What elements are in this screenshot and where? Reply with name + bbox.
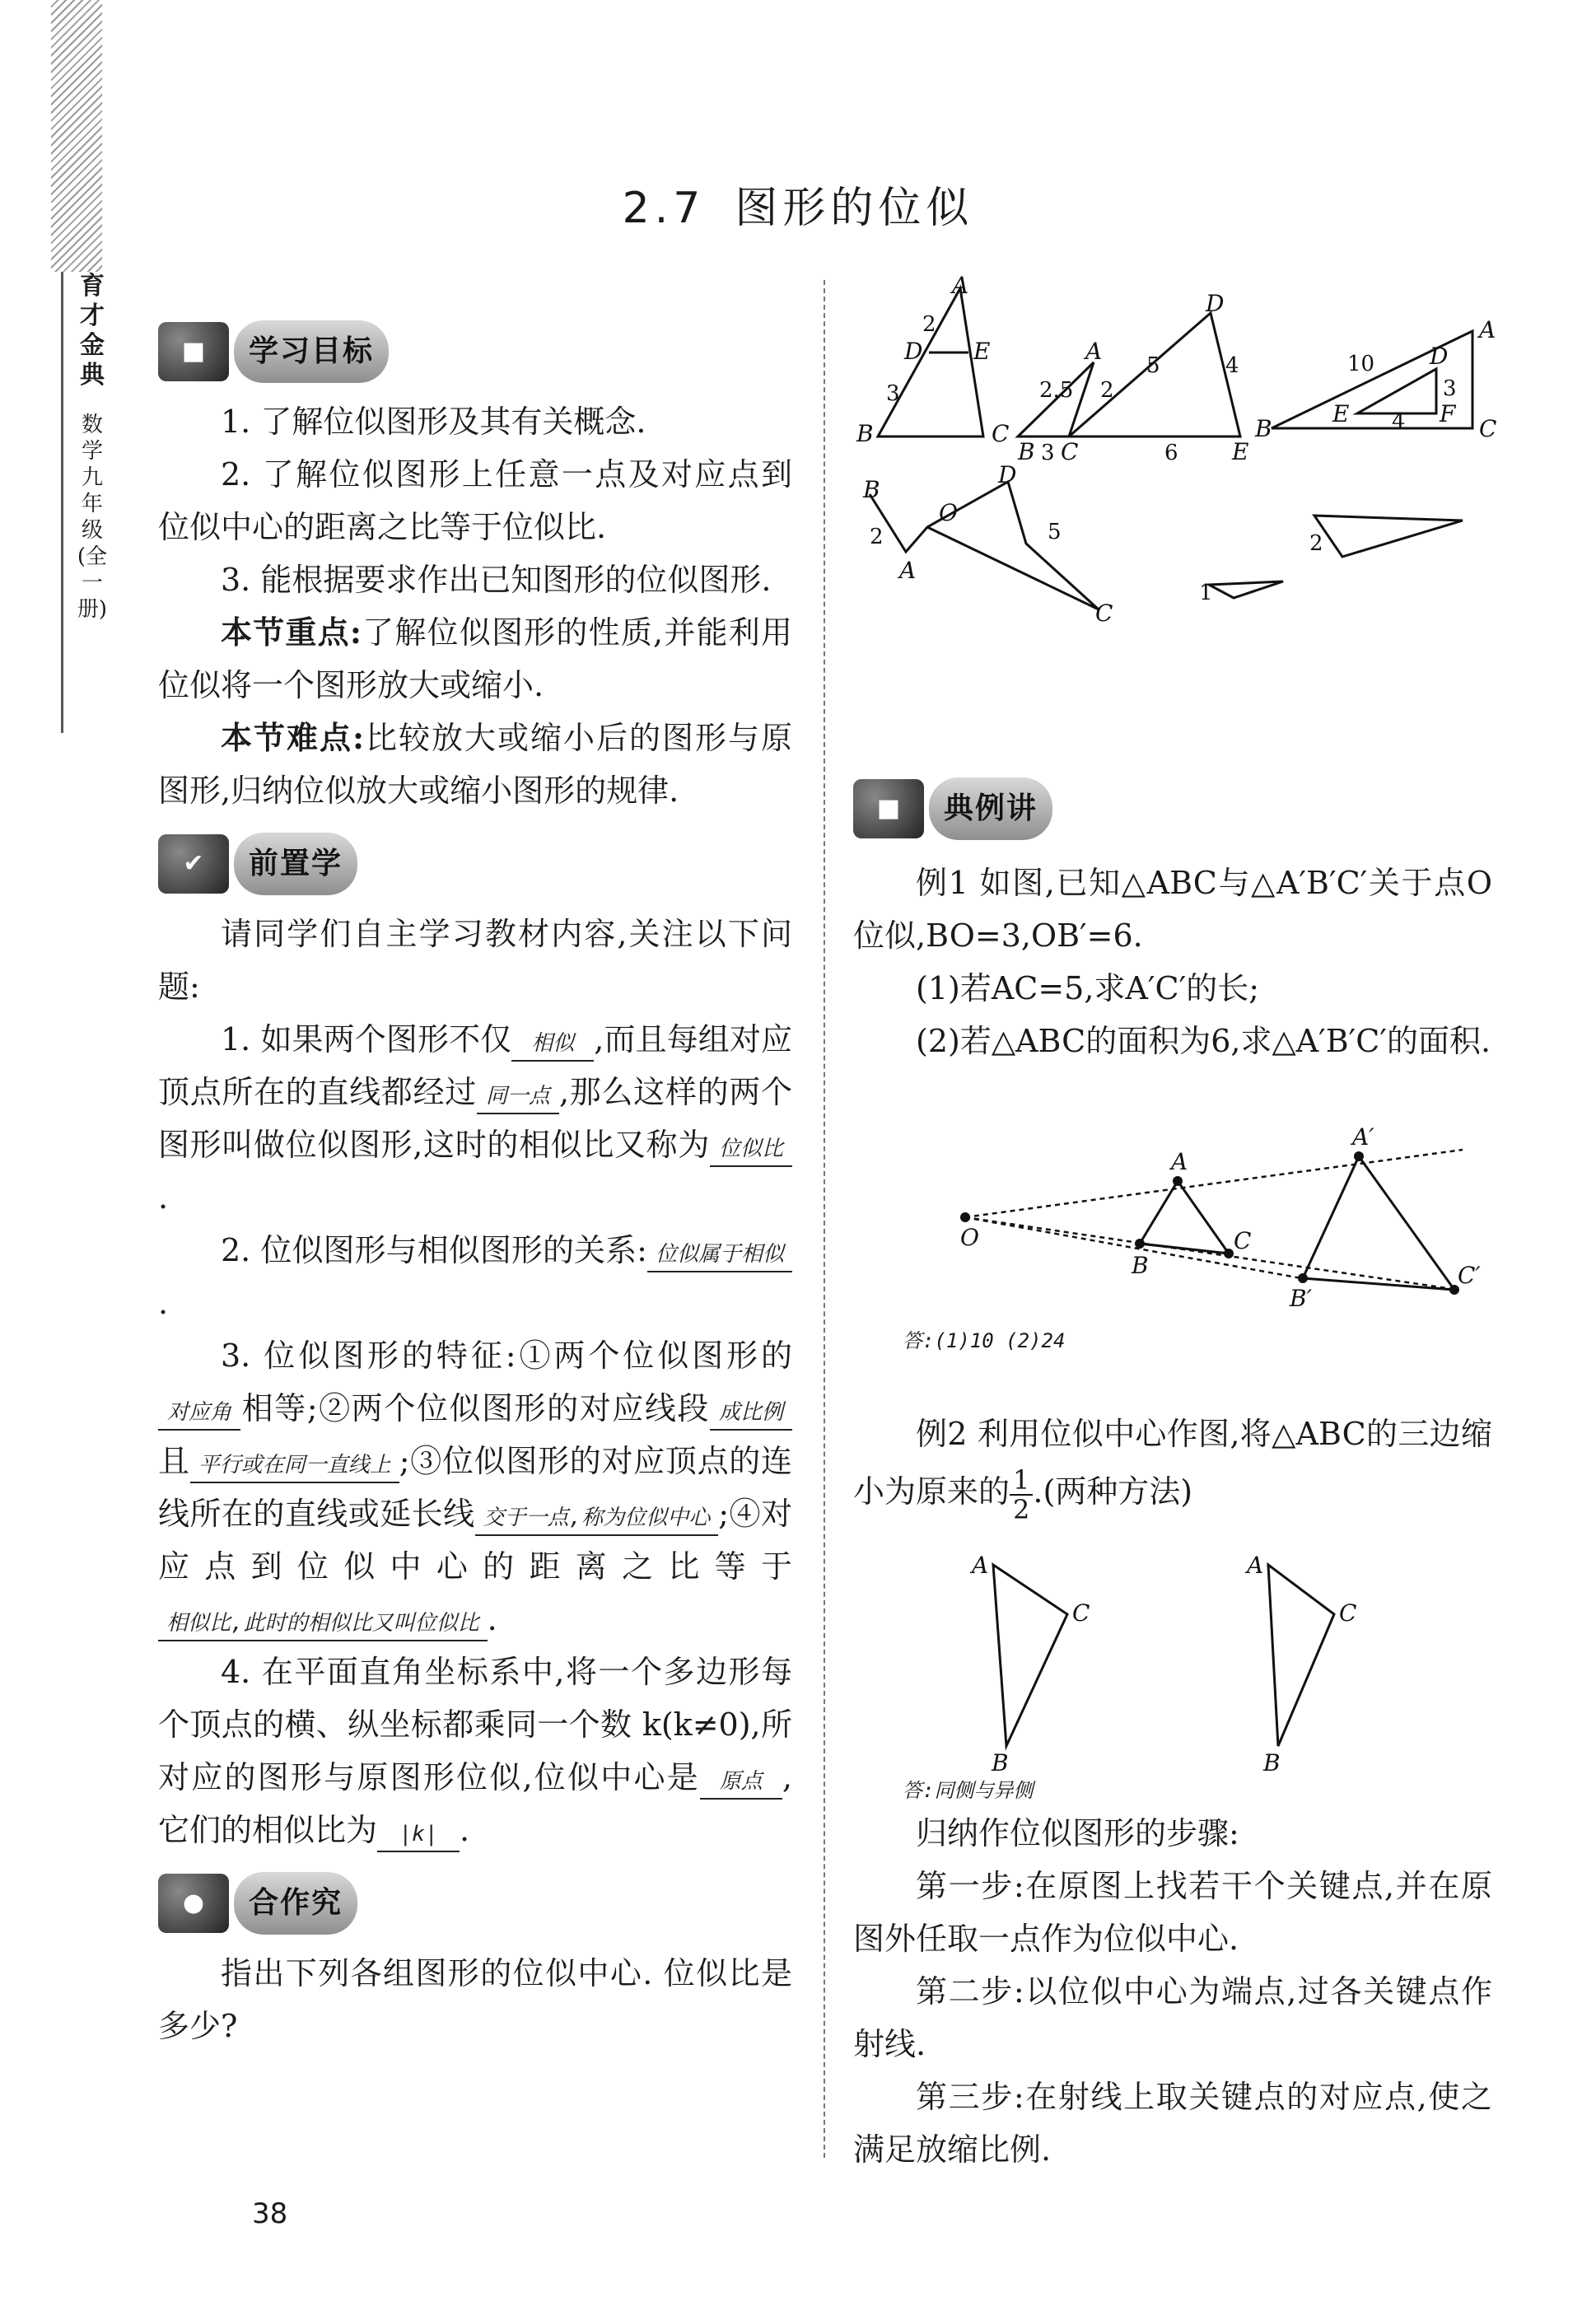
fig-label: D xyxy=(998,461,1017,488)
fig-label: C′ xyxy=(1458,1262,1481,1289)
cube-icon: ■ xyxy=(853,779,924,838)
fig-label: D xyxy=(1206,290,1225,317)
fig-label: D xyxy=(1430,343,1449,370)
fig-label: C xyxy=(1095,600,1113,627)
difficult-point xyxy=(158,712,792,817)
fig-label: O xyxy=(939,499,958,526)
fig-number: 3 xyxy=(1041,441,1055,465)
answer-blank: 位似属于相似 xyxy=(647,1238,792,1272)
example-1-answer-wrap xyxy=(903,1319,1479,1357)
fig-label: C xyxy=(1339,1599,1357,1627)
answer-blank: 位似比 xyxy=(710,1132,792,1167)
fig-label: A xyxy=(1247,1552,1264,1579)
fig-label: E xyxy=(1332,400,1350,427)
difficult-label: 本节难点: xyxy=(221,719,365,756)
example-1-answer: 答:(1)10 (2)24 xyxy=(903,1329,1066,1352)
answer-blank: 对应角 xyxy=(158,1396,240,1431)
fig-number: 2 xyxy=(1309,531,1323,556)
point-b-prime xyxy=(1298,1273,1308,1283)
fig-label: E xyxy=(1232,438,1249,465)
sidebar-subject: 数学 九年级(全一册) xyxy=(77,413,110,622)
key-text: 了解位似图形的性质,并能利用位似将一个图形放大或缩小. xyxy=(158,614,792,703)
fig-label: O xyxy=(960,1224,979,1251)
objectives-heading: 学习目标 xyxy=(234,320,389,383)
fig-label: A xyxy=(1479,316,1496,343)
preview-header xyxy=(158,827,792,901)
summary-step: 第一步:在原图上找若干个关键点,并在原图外任取一点作为位似中心. xyxy=(853,1868,1492,1957)
homothety-figures xyxy=(853,272,1504,651)
cooperate-text: 指出下列各组图形的位似中心. 位似比是多少? xyxy=(158,1955,792,2044)
fig-label: F xyxy=(1440,400,1456,427)
left-column xyxy=(158,305,792,2052)
fig-label: A xyxy=(1171,1148,1188,1175)
preview-question-2: 2. 位似图形与相似图形的关系: 位似属于相似. xyxy=(158,1224,792,1329)
page-title xyxy=(0,173,1596,235)
checkmark-figure-icon: ✔ xyxy=(158,834,229,894)
sidebar-series: 育才金典 xyxy=(80,272,105,390)
fig-number: 10 xyxy=(1347,352,1375,376)
fig-label: B xyxy=(1018,438,1035,465)
key-point xyxy=(158,606,792,712)
fig-label: A xyxy=(952,272,969,299)
triangle-abc-left xyxy=(993,1565,1067,1746)
point-o xyxy=(960,1212,970,1222)
fig-label: B xyxy=(863,476,880,503)
fig-number: 5 xyxy=(1048,520,1062,544)
summary-wrap xyxy=(853,1769,1492,2176)
fig5-triangle-large xyxy=(1314,516,1463,557)
example-1-line: 例1 如图,已知△ABC与△A′B′C′关于点O位似,BO=3,OB′=6. xyxy=(853,865,1492,954)
answer-blank: 相似比,此时的相似比又叫位似比 xyxy=(158,1607,488,1641)
example-1-line: (2)若△ABC的面积为6,求△A′B′C′的面积. xyxy=(916,1023,1491,1059)
fig-label: B xyxy=(1132,1252,1149,1279)
fig-label: A xyxy=(899,557,917,584)
examples-header-wrap xyxy=(853,762,1492,852)
triangle-abc xyxy=(1140,1181,1229,1254)
example-2-answer: 答:同侧与异侧 xyxy=(903,1779,1034,1802)
answer-blank: 相似 xyxy=(511,1027,594,1062)
triangle-abc-right xyxy=(1268,1565,1334,1746)
objective-item: 2. 了解位似图形上任意一点及对应点到位似中心的距离之比等于位似比. xyxy=(158,456,792,545)
cooperate-header xyxy=(158,1866,792,1940)
fig-number: 2 xyxy=(922,312,936,337)
difficult-text: 比较放大或缩小后的图形与原图形,归纳位似放大或缩小图形的规律. xyxy=(158,720,792,809)
fig-label: A xyxy=(972,1552,989,1579)
fig-number: 4 xyxy=(1225,353,1239,378)
fig-number: 6 xyxy=(1164,441,1178,465)
cube-icon: ■ xyxy=(158,322,229,381)
point-a-prime xyxy=(1354,1151,1364,1161)
preview-question-1: 1. 如果两个图形不仅 相似 ,而且每组对应顶点所在的直线都经过 同一点 ,那么这样的两个图形叫做位似图形,这时的相似比又称为 位似比. xyxy=(158,1021,792,1216)
fig-label: C xyxy=(1061,438,1079,465)
right-column xyxy=(853,857,1492,1067)
preview-question-3: 3. 位似图形的特征:①两个位似图形的对应角 相等;②两个位似图形的对应线段 成比例且 平行或在同一直线上 ;③位似图形的对应顶点的连线所在的直线或延长线 交于一点,称为位似中心 ;④对应点到位似中心的距离之比等于相似比,此时的相似比又叫位似比 . xyxy=(158,1329,792,1646)
example-1-line: (1)若AC=5,求A′C′的长; xyxy=(916,970,1260,1006)
fig-number: 4 xyxy=(1392,409,1406,434)
fig-number: 3 xyxy=(1443,376,1457,401)
figure-person-icon: ● xyxy=(158,1874,229,1933)
example-2-wrap xyxy=(853,1405,1492,1524)
summary-step: 第三步:在射线上取关键点的对应点,使之满足放缩比例. xyxy=(853,2079,1492,2168)
answer-blank: 原点 xyxy=(700,1765,782,1800)
column-divider xyxy=(824,280,825,2158)
fig-label: A′ xyxy=(1352,1123,1374,1151)
objective-item: 3. 能根据要求作出已知图形的位似图形. xyxy=(221,562,772,598)
examples-heading: 典例讲 xyxy=(929,777,1052,840)
example-1-figure xyxy=(947,1120,1491,1310)
preview-heading: 前置学 xyxy=(234,833,357,895)
fig4-polyline xyxy=(870,482,1099,609)
fig-number: 2.5 xyxy=(1039,378,1074,403)
fig1-triangle-abc xyxy=(878,288,983,437)
fig-number: 2 xyxy=(870,525,884,549)
fig-label: C xyxy=(1234,1227,1252,1254)
point-a xyxy=(1173,1176,1183,1186)
example-2-figure xyxy=(955,1548,1416,1771)
fig-label: B xyxy=(1263,1749,1281,1771)
fig-label: B′ xyxy=(1290,1285,1312,1310)
answer-blank: |k| xyxy=(377,1818,460,1852)
fig-label: E xyxy=(973,338,991,365)
example-2-text: 例2 利用位似中心作图,将△ABC的三边缩小为原来的 $\frac{1}{2}$ .(两种方法) xyxy=(853,1416,1492,1525)
fig5-triangle-small xyxy=(1209,581,1283,598)
fig-label: C xyxy=(1479,415,1497,442)
page-number: 38 xyxy=(252,2197,288,2230)
examples-header xyxy=(853,772,1492,846)
preview-question-4: 4. 在平面直角坐标系中,将一个多边形每个顶点的横、纵坐标都乘同一个数 k(k≠0),所对应的图形与原图形位似,位似中心是 原点 ,它们的相似比为 |k| . xyxy=(158,1646,792,1856)
fig-label: C xyxy=(992,420,1010,447)
answer-blank: 同一点 xyxy=(477,1080,559,1114)
ray-oa xyxy=(965,1150,1463,1217)
fig-label: D xyxy=(904,338,923,365)
fig-number: 2 xyxy=(1100,378,1114,403)
answer-blank: 平行或在同一直线上 xyxy=(190,1449,399,1483)
summary-title: 归纳作位似图形的步骤: xyxy=(916,1815,1239,1851)
fig-number: 3 xyxy=(886,381,900,406)
sidebar-rule xyxy=(61,272,63,733)
preview-intro: 请同学们自主学习教材内容,关注以下问题: xyxy=(158,916,792,1005)
point-c xyxy=(1224,1249,1234,1258)
fig-label: C xyxy=(1072,1599,1090,1627)
fig-number: 1 xyxy=(1199,581,1213,605)
fig-label: B xyxy=(856,420,874,447)
objectives-header xyxy=(158,315,792,389)
objective-item: 1. 了解位似图形及其有关概念. xyxy=(221,404,646,440)
point-b xyxy=(1135,1239,1145,1249)
key-label: 本节重点: xyxy=(221,614,362,651)
section-title: 图形的位似 xyxy=(735,184,974,233)
fig-number: 5 xyxy=(1146,353,1160,378)
cooperate-heading: 合作究 xyxy=(234,1872,357,1935)
fraction: $\frac{1}{2}$ xyxy=(1010,1466,1033,1524)
answer-blank: 交于一点,称为位似中心 xyxy=(475,1501,719,1536)
fig-label: B xyxy=(1255,415,1272,442)
answer-blank: 成比例 xyxy=(710,1396,792,1431)
fig-label: B xyxy=(992,1749,1009,1771)
summary-step: 第二步:以位似中心为端点,过各关键点作射线. xyxy=(853,1973,1492,2062)
section-number: 2.7 xyxy=(622,184,706,233)
fig-label: A xyxy=(1085,338,1103,365)
